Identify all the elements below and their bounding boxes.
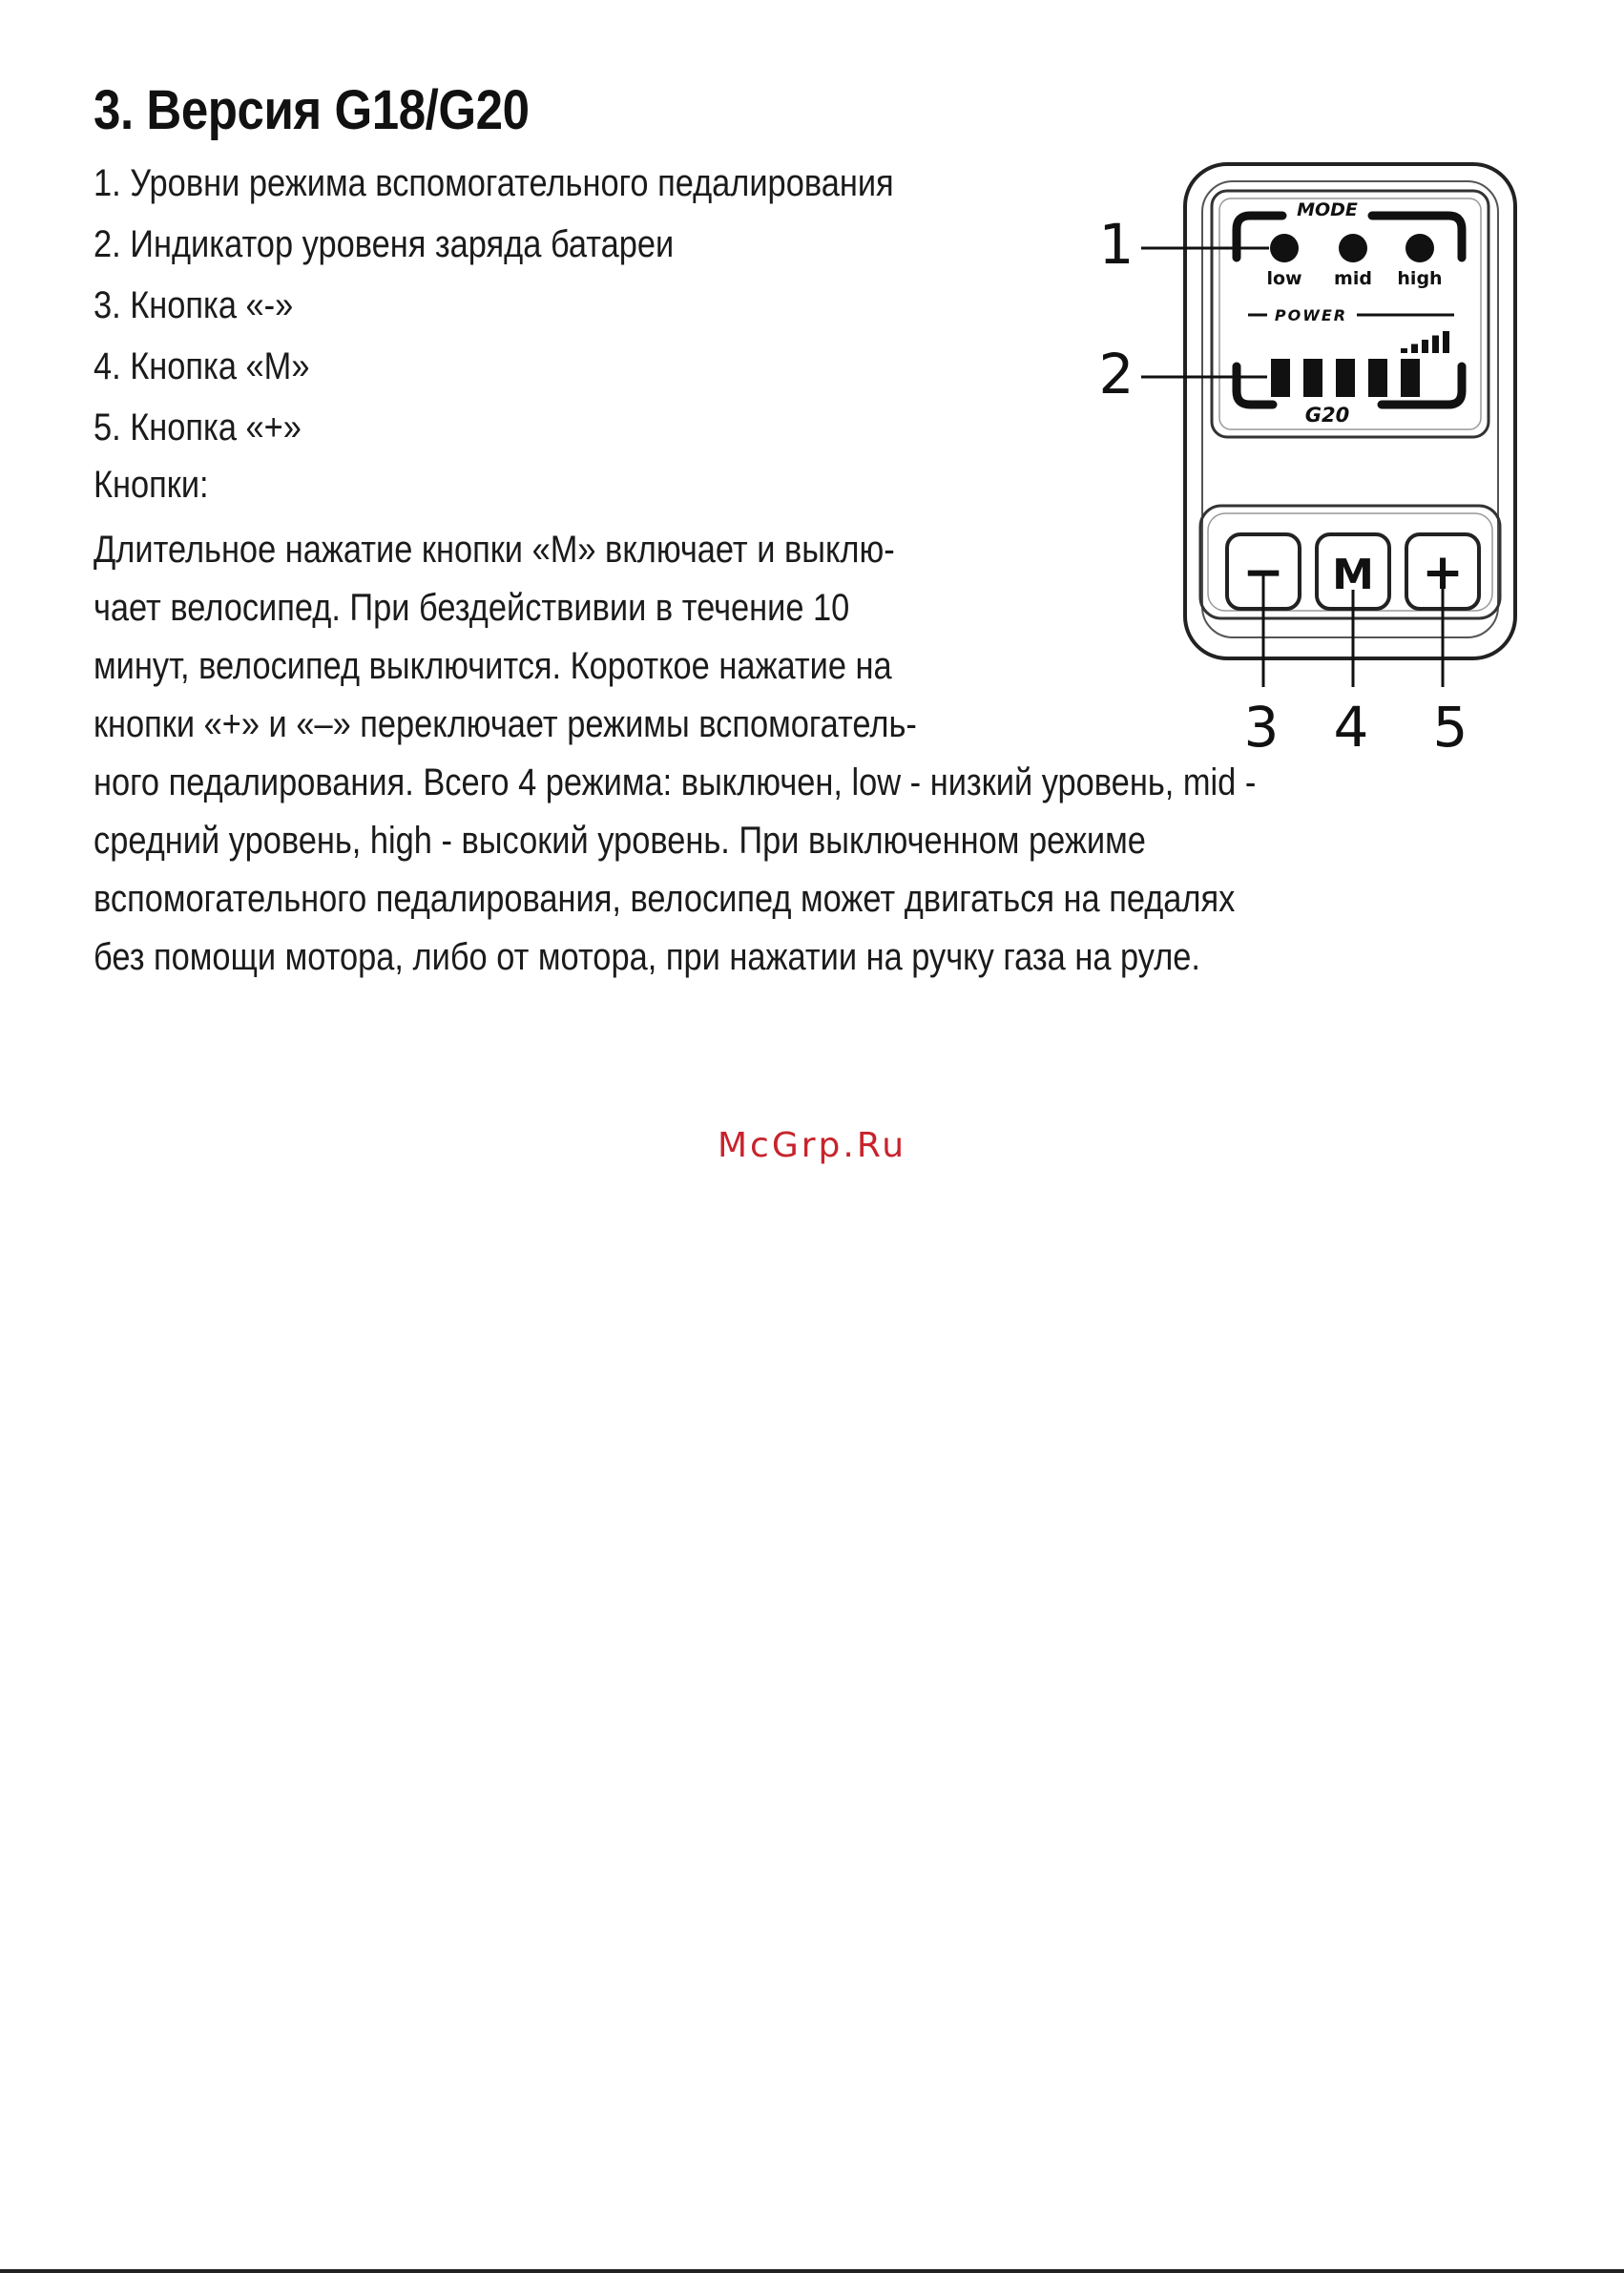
callout-5: 5 [1432,695,1468,760]
paragraph-line: без помощи мотора, либо от мотора, при нажатии на ручку газа на руле. [94,936,1200,978]
paragraph-line: минут, велосипед выключится. Короткое нажатие на [94,645,892,687]
battery-bar [1303,359,1322,397]
callout-3: 3 [1243,695,1280,760]
callout-2: 2 [1098,342,1135,407]
callout-1: 1 [1098,212,1135,277]
components-list [94,164,1024,469]
signal-bar [1443,331,1449,353]
mode-dot-low [1270,234,1299,262]
bottom-rule [0,2269,1624,2273]
g20-display-diagram [1088,162,1536,763]
minus-button-label: − [1242,544,1284,601]
mode-button-label: M [1332,551,1374,599]
plus-button-label: + [1422,544,1464,601]
mode-label: MODE [1297,199,1358,220]
list-item: 3. Кнопка «-» [94,284,294,326]
mode-level-mid: mid [1334,268,1372,289]
battery-bar [1271,359,1290,397]
watermark: McGrp.Ru [717,1126,907,1165]
battery-bar [1336,359,1355,397]
page-title: 3. Версия G18/G20 [94,79,530,141]
paragraph-line: кнопки «+» и «–» переключает режимы вспомогатель- [94,703,917,745]
battery-bar [1401,359,1420,397]
paragraph-line: вспомогательного педалирования, велосипед может двигаться на педалях [94,878,1236,920]
signal-bar [1401,348,1407,353]
signal-bar [1422,340,1428,353]
list-item: 4. Кнопка «M» [94,345,310,387]
list-item: 2. Индикатор уровеня заряда батареи [94,223,675,265]
paragraph-line: средний уровень, high - высокий уровень. При выключенном режиме [94,820,1146,862]
buttons-heading: Кнопки: [94,464,209,506]
signal-bar [1411,344,1418,354]
paragraph-line: ного педалирования. Всего 4 режима: выключен, low - низкий уровень, mid - [94,761,1257,803]
mode-level-high: high [1397,268,1443,289]
signal-bar [1432,336,1439,354]
mode-dot-high [1405,234,1434,262]
callout-4: 4 [1333,695,1369,760]
model-label: G20 [1304,404,1350,427]
paragraph-line: чает велосипед. При бездействивии в течение 10 [94,587,850,629]
list-item: 5. Кнопка «+» [94,407,302,448]
mode-level-low: low [1266,268,1302,289]
power-label: POWER [1274,306,1348,324]
mode-dot-mid [1339,234,1367,262]
list-item: 1. Уровни режима вспомогательного педалирования [94,162,894,204]
paragraph-line: Длительное нажатие кнопки «M» включает и выклю- [94,529,895,571]
battery-bar [1368,359,1387,397]
